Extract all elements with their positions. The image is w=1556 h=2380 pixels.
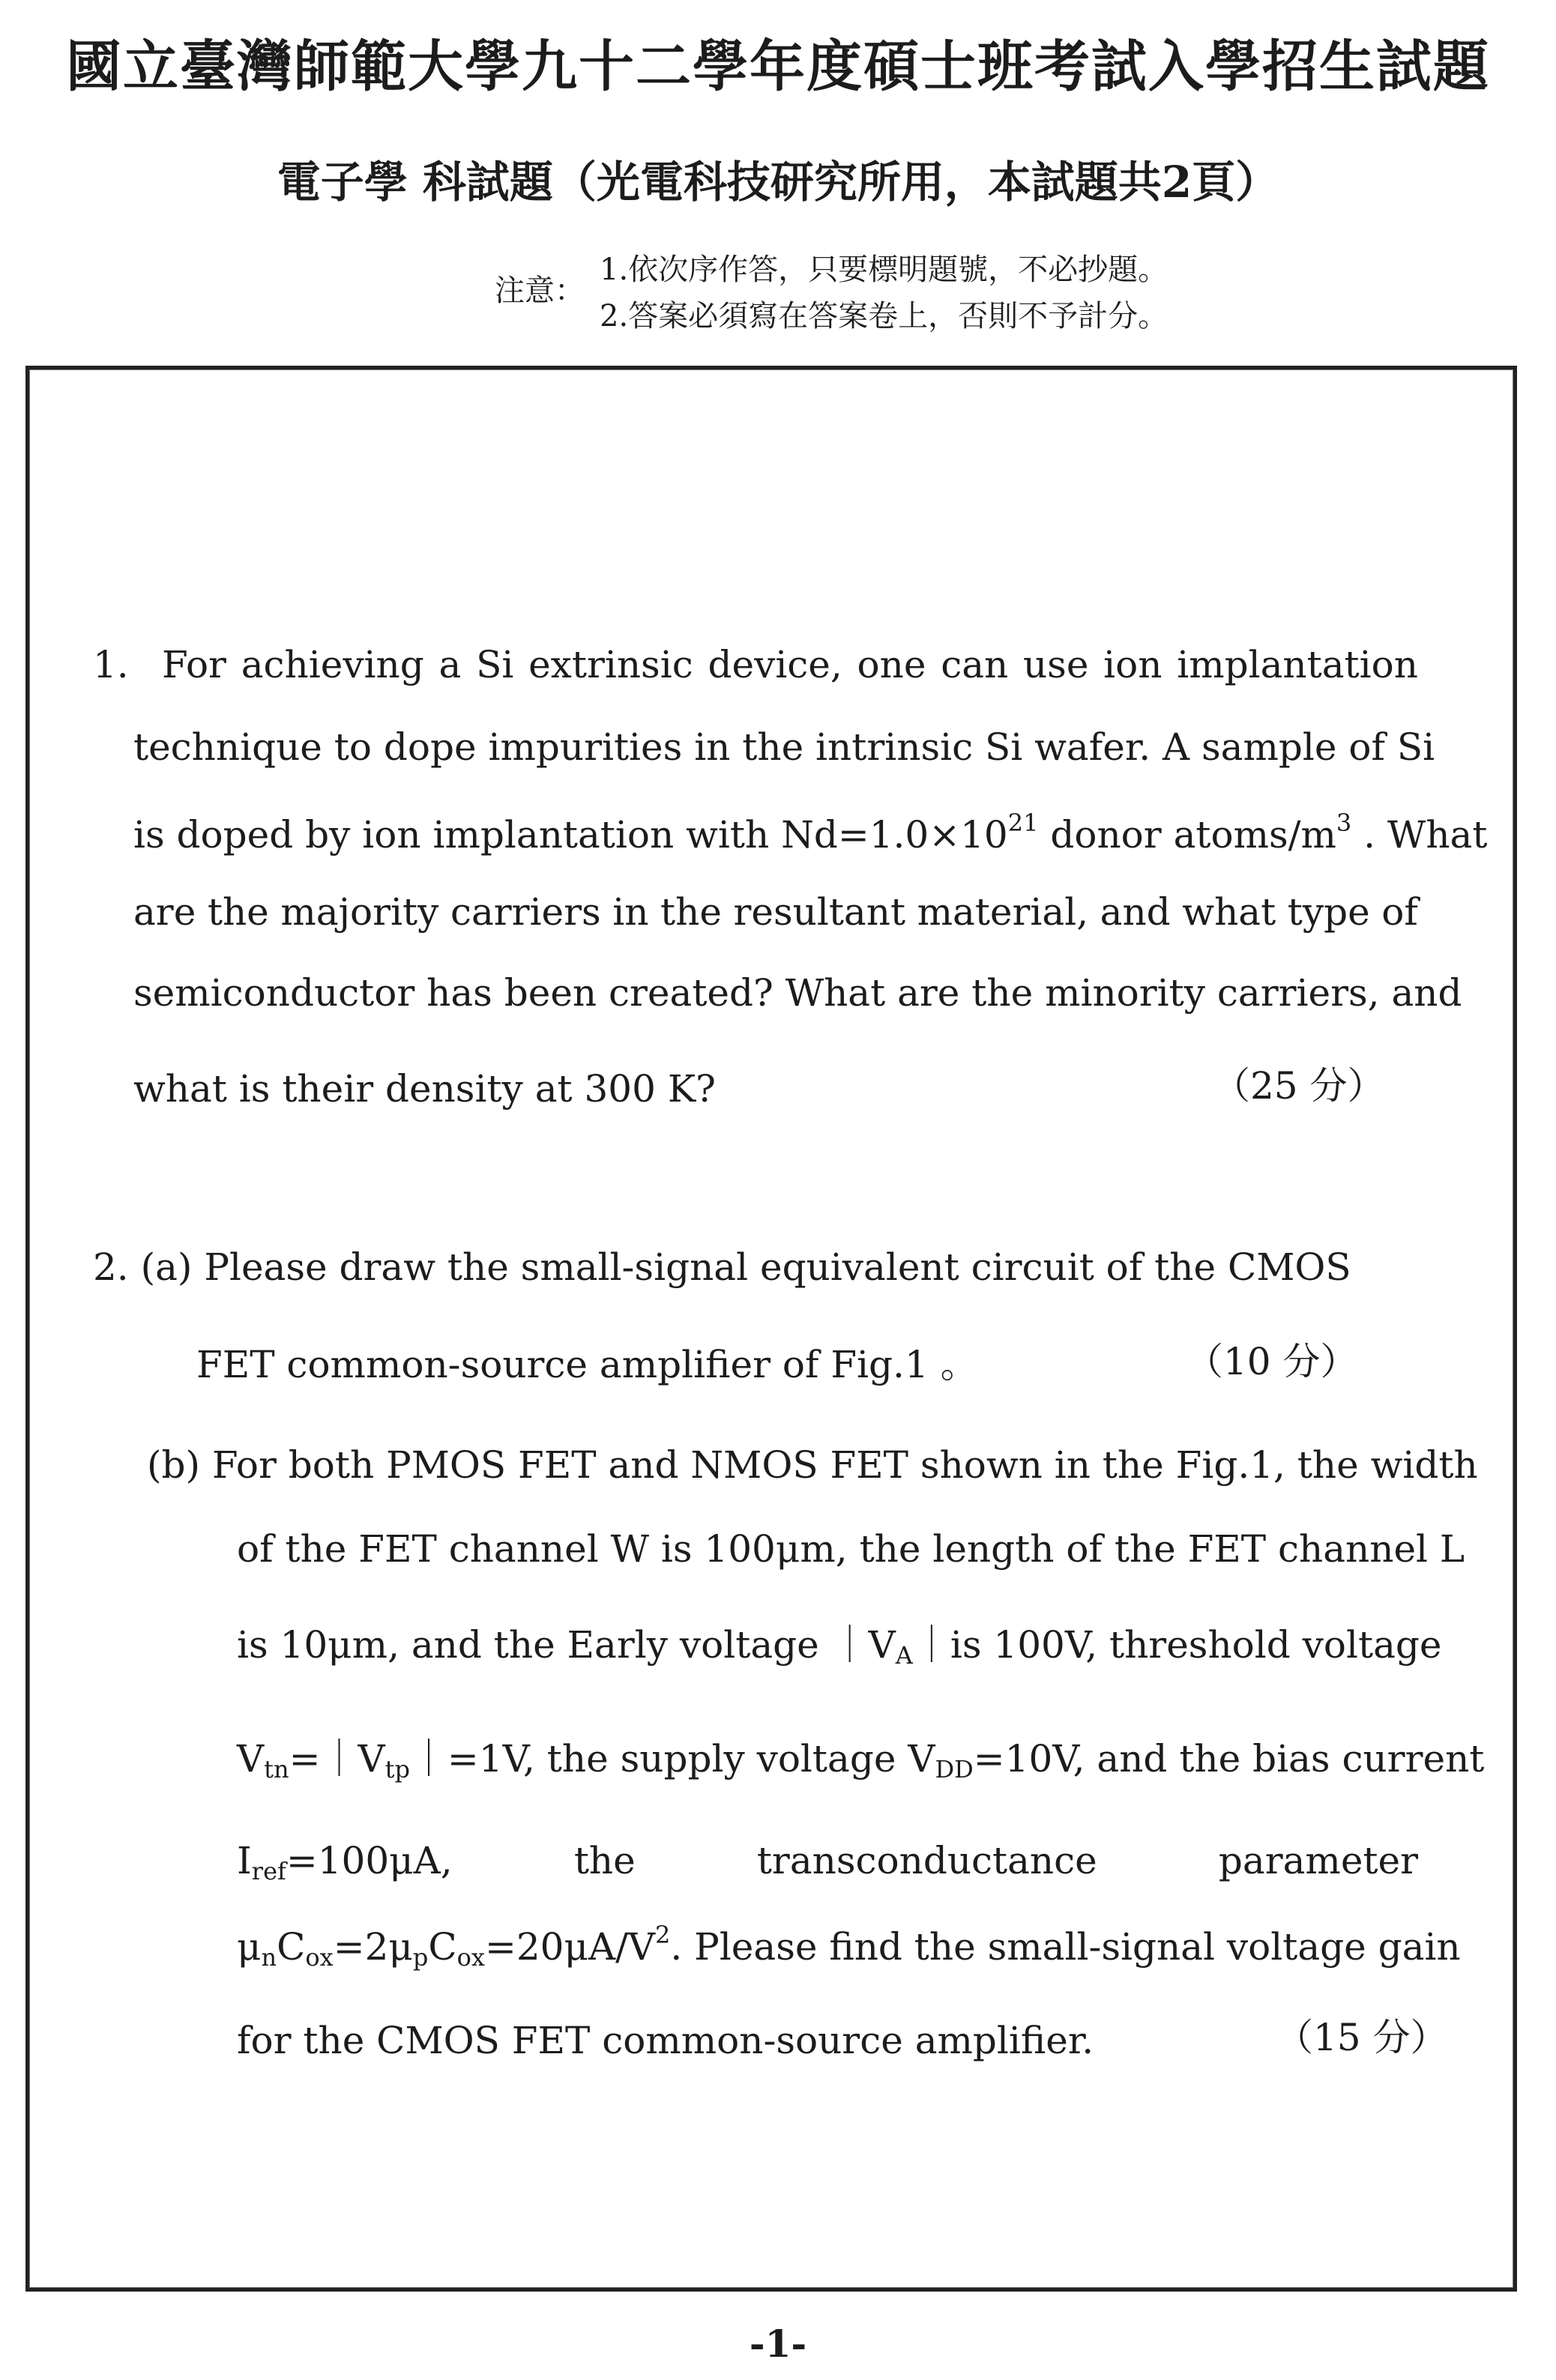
q2b-sup-2: 2 — [655, 1921, 671, 1949]
q2b-line-5-parameter: parameter — [1218, 1839, 1418, 1882]
q2b-line-6-mu: μ — [237, 1925, 262, 1969]
q1-line-1-word: ion — [1103, 643, 1163, 686]
q1-line-4-word: are — [133, 890, 196, 934]
q1-line-1-word: one — [857, 643, 926, 686]
q1-line-4-word: the — [207, 890, 269, 934]
notice-label: 注意： — [495, 274, 585, 308]
q1-line-1 — [93, 643, 1418, 686]
q2b-line-5-current — [237, 1839, 453, 1885]
q1-line-1-word: extrinsic — [528, 643, 693, 686]
q1-line-3 — [133, 809, 1488, 857]
exam-subtitle: 電子學 科試題（光電科技研究所用，本試題共2頁） — [277, 157, 1279, 208]
q1-line-3-c: . What — [1351, 813, 1488, 857]
q1-line-4-word: carriers — [450, 890, 601, 934]
q2b-line-6-c1: C — [277, 1925, 306, 1969]
q2b-line-5-the: the — [573, 1839, 636, 1882]
q1-line-4-word: type — [1287, 890, 1370, 934]
q2b-line-6-value: =20μA/V — [484, 1925, 656, 1969]
q1-line-5: semiconductor has been created? What are the minority carriers, and — [133, 971, 1462, 1015]
q1-score: （25 分） — [1213, 1064, 1385, 1108]
q1-line-1-word: a — [438, 643, 462, 686]
q1-exponent-3: 3 — [1336, 809, 1352, 837]
q1-line-1-word: can — [941, 643, 1009, 686]
q1-line-4-word: what — [1182, 890, 1276, 934]
q2b-line-5-i: I — [237, 1839, 252, 1882]
q2b-line-5-transconductance: transconductance — [756, 1839, 1097, 1882]
q2b-line-6-rest: . Please find the small-signal voltage gain — [670, 1925, 1461, 1969]
q2a-line-1: 2. (a) Please draw the small-signal equivalent circuit of the CMOS — [93, 1245, 1351, 1289]
q2b-sub-dd: DD — [935, 1755, 974, 1784]
q2b-line-4-b: =｜V — [289, 1737, 385, 1781]
q1-exponent-21: 21 — [1007, 809, 1039, 837]
q1-number: 1. — [93, 643, 129, 686]
q1-line-4-word: and — [1100, 890, 1171, 934]
q2b-sub-ox-1: ox — [305, 1943, 334, 1972]
q1-line-1-word: achieving — [241, 643, 424, 686]
q2b-sub-tp: tp — [385, 1755, 410, 1784]
q1-line-2: technique to dope impurities in the intrinsic Si wafer. A sample of Si — [133, 725, 1435, 769]
q2b-line-3-b: ｜is 100V, threshold voltage — [912, 1623, 1442, 1667]
q2b-sub-ox-2: ox — [456, 1943, 485, 1972]
q1-line-4-word: in — [612, 890, 649, 934]
q2b-sub-ref: ref — [251, 1857, 286, 1885]
q2b-line-6-c2: C — [428, 1925, 457, 1969]
q1-line-4-word: majority — [280, 890, 439, 934]
q1-line-1-word: device, — [708, 643, 842, 686]
q1-line-4-word: material, — [917, 890, 1089, 934]
q2b-line-7: for the CMOS FET common-source amplifier. — [237, 2019, 1094, 2062]
q2b-line-6 — [237, 1921, 1461, 1972]
q2a-line-2: FET common-source amplifier of Fig.1 。 — [196, 1343, 978, 1386]
q1-line-3-b: donor atoms/m — [1038, 813, 1336, 857]
q2b-score: （15 分） — [1276, 2016, 1448, 2059]
q1-line-3-a: is doped by ion implantation with Nd=1.0×10 — [133, 813, 1008, 857]
q2b-line-2: of the FET channel W is 100μm, the length of the FET channel L — [237, 1527, 1465, 1571]
q2b-line-4 — [237, 1737, 1485, 1784]
q2a-score: （10 分） — [1186, 1340, 1358, 1383]
q2b-sub-a: A — [895, 1641, 913, 1670]
q1-line-4-word: the — [660, 890, 722, 934]
q2b-line-6-eq: =2μ — [333, 1925, 413, 1969]
q1-line-6: what is their density at 300 K? — [133, 1067, 716, 1111]
q1-line-1-text — [162, 643, 1418, 686]
q2b-line-4-c: ｜=1V, the supply voltage V — [409, 1737, 935, 1781]
q2b-sub-p: p — [412, 1943, 429, 1972]
q1-line-1-word: implantation — [1177, 643, 1418, 686]
q1-line-4 — [133, 890, 1418, 934]
q1-line-1-word: Si — [476, 643, 514, 686]
notice-item-1: 1.依次序作答，只要標明題號，不必抄題。 — [600, 253, 1168, 287]
exam-title: 國立臺灣師範大學九十二學年度碩士班考試入學招生試題 — [66, 34, 1490, 99]
q2b-line-1: (b) For both PMOS FET and NMOS FET shown in the Fig.1, the width — [147, 1443, 1478, 1487]
q2b-line-3-a: is 10μm, and the Early voltage ｜V — [237, 1623, 896, 1667]
q2b-line-5 — [237, 1839, 1418, 1885]
q1-line-1-word: For — [162, 643, 226, 686]
q2b-line-4-a: V — [237, 1737, 265, 1781]
q2b-sub-tn: tn — [264, 1755, 289, 1784]
page-number: -1- — [749, 2322, 807, 2366]
q2b-line-4-d: =10V, and the bias current — [973, 1737, 1485, 1781]
q1-line-4-word: resultant — [733, 890, 906, 934]
q1-line-1-word: use — [1022, 643, 1089, 686]
notice-block — [495, 240, 1319, 337]
notice-item-2: 2.答案必須寫在答案卷上，否則不予計分。 — [600, 299, 1168, 333]
q2b-line-5-value: =100μA, — [286, 1839, 453, 1882]
q1-line-4-word: of — [1381, 890, 1418, 934]
q2b-sub-n: n — [261, 1943, 277, 1972]
q2b-line-3 — [237, 1623, 1442, 1670]
